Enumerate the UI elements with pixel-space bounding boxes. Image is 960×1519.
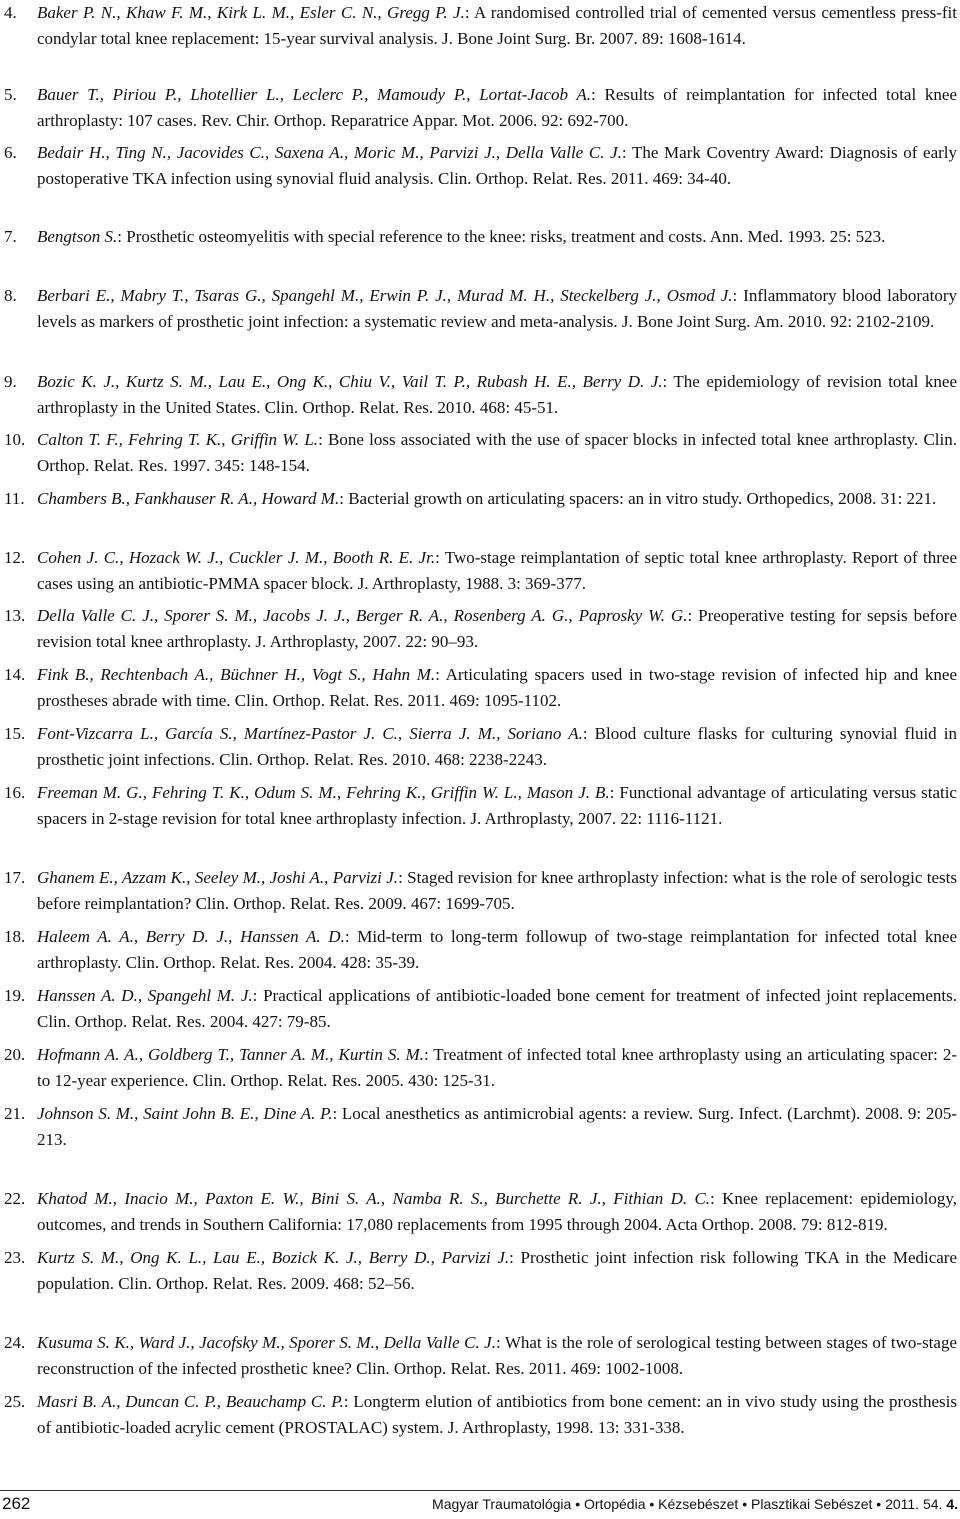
- reference-item: [0, 865, 960, 917]
- reference-item: [0, 140, 960, 192]
- reference-item: [0, 983, 960, 1035]
- reference-authors: Baker P. N., Khaw F. M., Kirk L. M., Esler C. N., Gregg P. J.: [37, 3, 465, 22]
- journal-issue: 4.: [946, 1496, 958, 1512]
- reference-text: : Knee replacement: epidemiology, outcomes, and trends in Southern California: 17,080 replacements from 1995 through 2004. Acta Orthop. 2008. 79: 812-819.: [37, 1189, 957, 1234]
- reference-item: [0, 82, 960, 134]
- reference-body: [37, 865, 957, 917]
- journal-citation: Magyar Traumatológia • Ortopédia • Kézsebészet • Plasztikai Sebészet • 2011. 54.: [432, 1496, 947, 1512]
- reference-number: 24.: [4, 1333, 26, 1352]
- reference-number: 19.: [4, 986, 26, 1005]
- reference-authors: Hanssen A. D., Spangehl M. J.: [37, 986, 253, 1005]
- reference-body: [37, 369, 957, 421]
- reference-text: : A randomised controlled trial of cemented versus cementless press-fit condylar total knee replacement: 15-year survival analysis. J. Bone Joint Surg. Br. 2007. 89: 1608-1614.: [37, 3, 957, 48]
- reference-item: [0, 662, 960, 714]
- reference-item: [0, 924, 960, 976]
- reference-text: : Staged revision for knee arthroplasty infection: what is the role of serologic tests before reimplantation? Clin. Orthop. Relat. Res. 2009. 467: 1699-705.: [37, 868, 958, 913]
- reference-authors: Kusuma S. K., Ward J., Jacofsky M., Sporer S. M., Della Valle C. J.: [37, 1333, 496, 1352]
- reference-text: : Inflammatory blood laboratory levels as markers of prosthetic joint infection: a systematic review and meta-analysis. J. Bone Joint Surg. Am. 2010. 92: 2102-2109.: [37, 286, 957, 331]
- reference-body: [37, 1389, 957, 1441]
- reference-number: 15.: [4, 724, 26, 743]
- reference-number: 20.: [4, 1045, 26, 1064]
- reference-body: [37, 545, 957, 597]
- reference-item: [0, 1042, 960, 1094]
- footer-divider: [0, 1490, 960, 1491]
- reference-item: [0, 224, 960, 250]
- reference-authors: Khatod M., Inacio M., Paxton E. W., Bini S. A., Namba R. S., Burchette R. J., Fithian D. C.: [37, 1189, 711, 1208]
- reference-number: 17.: [4, 868, 26, 887]
- reference-authors: Kurtz S. M., Ong K. L., Lau E., Bozick K. J., Berry D., Parvizi J.: [37, 1248, 510, 1267]
- reference-text: : Functional advantage of articulating versus static spacers in 2-stage revision for total knee arthroplasty infection. J. Arthroplasty, 2007. 22: 1116-1121.: [37, 783, 957, 828]
- reference-text: : Prosthetic joint infection risk following TKA in the Medicare population. Clin. Orthop. Relat. Res. 2009. 468: 52–56.: [37, 1248, 958, 1293]
- reference-authors: Masri B. A., Duncan C. P., Beauchamp C. P.: [37, 1392, 344, 1411]
- reference-item: [0, 369, 960, 421]
- reference-text: : Two-stage reimplantation of septic total knee arthroplasty. Report of three cases using an antibiotic-PMMA spacer block. J. Arthroplasty, 1988. 3: 369-377.: [37, 548, 957, 593]
- reference-number: 13.: [4, 606, 26, 625]
- reference-item: [0, 545, 960, 597]
- reference-body: [37, 283, 957, 335]
- reference-item: [0, 283, 960, 335]
- reference-authors: Font-Vizcarra L., García S., Martínez-Pastor J. C., Sierra J. M., Soriano A.: [37, 724, 583, 743]
- reference-body: [37, 486, 957, 512]
- reference-text: : Blood culture flasks for culturing synovial fluid in prosthetic joint infections. Clin. Orthop. Relat. Res. 2010. 468: 2238-2243.: [37, 724, 957, 769]
- reference-authors: Ghanem E., Azzam K., Seeley M., Joshi A., Parvizi J.: [37, 868, 399, 887]
- reference-number: 25.: [4, 1392, 26, 1411]
- reference-text: : The epidemiology of revision total knee arthroplasty in the United States. Clin. Orthop. Relat. Res. 2010. 468: 45-51.: [37, 372, 957, 417]
- reference-authors: Cohen J. C., Hozack W. J., Cuckler J. M., Booth R. E. Jr.: [37, 548, 436, 567]
- reference-text: : Bone loss associated with the use of spacer blocks in infected total knee arthroplasty. Clin. Orthop. Relat. Res. 1997. 345: 148-154.: [37, 430, 958, 475]
- reference-body: [37, 1186, 957, 1238]
- reference-item: [0, 721, 960, 773]
- reference-authors: Hofmann A. A., Goldberg T., Tanner A. M., Kurtin S. M.: [37, 1045, 424, 1064]
- reference-item: [0, 0, 960, 52]
- reference-body: [37, 427, 957, 479]
- reference-authors: Bengtson S.: [37, 227, 118, 246]
- reference-authors: Haleem A. A., Berry D. J., Hanssen A. D.: [37, 927, 345, 946]
- reference-body: [37, 1042, 957, 1094]
- reference-authors: Chambers B., Fankhauser R. A., Howard M.: [37, 489, 340, 508]
- page-number: 262: [2, 1494, 31, 1513]
- reference-item: [0, 1245, 960, 1297]
- reference-number: 7.: [4, 227, 17, 246]
- reference-number: 4.: [4, 3, 17, 22]
- reference-body: [37, 983, 957, 1035]
- reference-body: [37, 1245, 957, 1297]
- reference-authors: Bozic K. J., Kurtz S. M., Lau E., Ong K., Chiu V., Vail T. P., Rubash H. E., Berry D. J.: [37, 372, 663, 391]
- reference-authors: Bauer T., Piriou P., Lhotellier L., Leclerc P., Mamoudy P., Lortat-Jacob A.: [37, 85, 592, 104]
- reference-item: [0, 427, 960, 479]
- reference-authors: Della Valle C. J., Sporer S. M., Jacobs J. J., Berger R. A., Rosenberg A. G., Paprosky W. G.: [37, 606, 688, 625]
- reference-item: [0, 603, 960, 655]
- reference-body: [37, 140, 957, 192]
- reference-body: [37, 662, 957, 714]
- reference-body: [37, 1101, 957, 1153]
- reference-body: [37, 0, 957, 52]
- reference-number: 9.: [4, 372, 17, 391]
- reference-number: 18.: [4, 927, 26, 946]
- reference-body: [37, 924, 957, 976]
- reference-item: [0, 1186, 960, 1238]
- reference-text: : What is the role of serological testing between stages of two-stage reconstruction of the infected prosthetic knee? Clin. Orthop. Relat. Res. 2011. 469: 1002-1008.: [37, 1333, 957, 1378]
- reference-body: [37, 603, 957, 655]
- reference-number: 12.: [4, 548, 26, 567]
- reference-text: : Prosthetic osteomyelitis with special reference to the knee: risks, treatment and costs. Ann. Med. 1993. 25: 523.: [117, 227, 886, 246]
- reference-item: [0, 486, 960, 512]
- reference-body: [37, 780, 957, 832]
- reference-text: : Local anesthetics as antimicrobial agents: a review. Surg. Infect. (Larchmt). 2008. 9: 205-213.: [37, 1104, 957, 1149]
- reference-item: [0, 780, 960, 832]
- reference-number: 5.: [4, 85, 17, 104]
- reference-item: [0, 1330, 960, 1382]
- reference-number: 6.: [4, 143, 17, 162]
- reference-body: [37, 224, 957, 250]
- journal-footer: [432, 1496, 958, 1512]
- reference-number: 14.: [4, 665, 26, 684]
- reference-authors: Calton T. F., Fehring T. K., Griffin W. L.: [37, 430, 319, 449]
- reference-number: 11.: [4, 489, 25, 508]
- reference-number: 8.: [4, 286, 17, 305]
- reference-text: : Results of reimplantation for infected total knee arthroplasty: 107 cases. Rev. Chir. Orthop. Reparatrice Appar. Mot. 2006. 92: 692-700.: [37, 85, 957, 130]
- reference-text: : Bacterial growth on articulating spacers: an in vitro study. Orthopedics, 2008. 31: 221.: [339, 489, 937, 508]
- reference-number: 16.: [4, 783, 26, 802]
- reference-item: [0, 1101, 960, 1153]
- reference-item: [0, 1389, 960, 1441]
- reference-text: : Preoperative testing for sepsis before revision total knee arthroplasty. J. Arthroplasty, 2007. 22: 90–93.: [37, 606, 957, 651]
- reference-body: [37, 1330, 957, 1382]
- reference-text: : Longterm elution of antibiotics from bone cement: an in vivo study using the prosthesis of antibiotic-loaded acrylic cement (PROSTALAC) system. J. Arthroplasty, 1998. 13: 331-338.: [37, 1392, 958, 1437]
- reference-number: 23.: [4, 1248, 26, 1267]
- reference-authors: Bedair H., Ting N., Jacovides C., Saxena A., Moric M., Parvizi J., Della Valle C. J.: [37, 143, 622, 162]
- reference-body: [37, 721, 957, 773]
- reference-text: : Articulating spacers used in two-stage revision of infected hip and knee prostheses abrade with time. Clin. Orthop. Relat. Res. 2011. 469: 1095-1102.: [37, 665, 957, 710]
- reference-text: : Mid-term to long-term followup of two-stage reimplantation for infected total knee arthroplasty. Clin. Orthop. Relat. Res. 2004. 428: 35-39.: [37, 927, 957, 972]
- reference-authors: Berbari E., Mabry T., Tsaras G., Spangehl M., Erwin P. J., Murad M. H., Steckelberg J., Osmod J.: [37, 286, 733, 305]
- reference-authors: Fink B., Rechtenbach A., Büchner H., Vogt S., Hahn M.: [37, 665, 436, 684]
- reference-text: : The Mark Coventry Award: Diagnosis of early postoperative TKA infection using synovial fluid analysis. Clin. Orthop. Relat. Res. 2011. 469: 34-40.: [37, 143, 958, 188]
- reference-authors: Freeman M. G., Fehring T. K., Odum S. M., Fehring K., Griffin W. L., Mason J. B.: [37, 783, 610, 802]
- reference-authors: Johnson S. M., Saint John B. E., Dine A. P.: [37, 1104, 333, 1123]
- reference-text: : Treatment of infected total knee arthroplasty using an articulating spacer: 2- to 12-year experience. Clin. Orthop. Relat. Res. 2005. 430: 125-31.: [37, 1045, 957, 1090]
- reference-number: 21.: [4, 1104, 26, 1123]
- reference-number: 10.: [4, 430, 26, 449]
- reference-body: [37, 82, 957, 134]
- reference-text: : Practical applications of antibiotic-loaded bone cement for treatment of infected joint replacements. Clin. Orthop. Relat. Res. 2004. 427: 79-85.: [37, 986, 957, 1031]
- reference-number: 22.: [4, 1189, 26, 1208]
